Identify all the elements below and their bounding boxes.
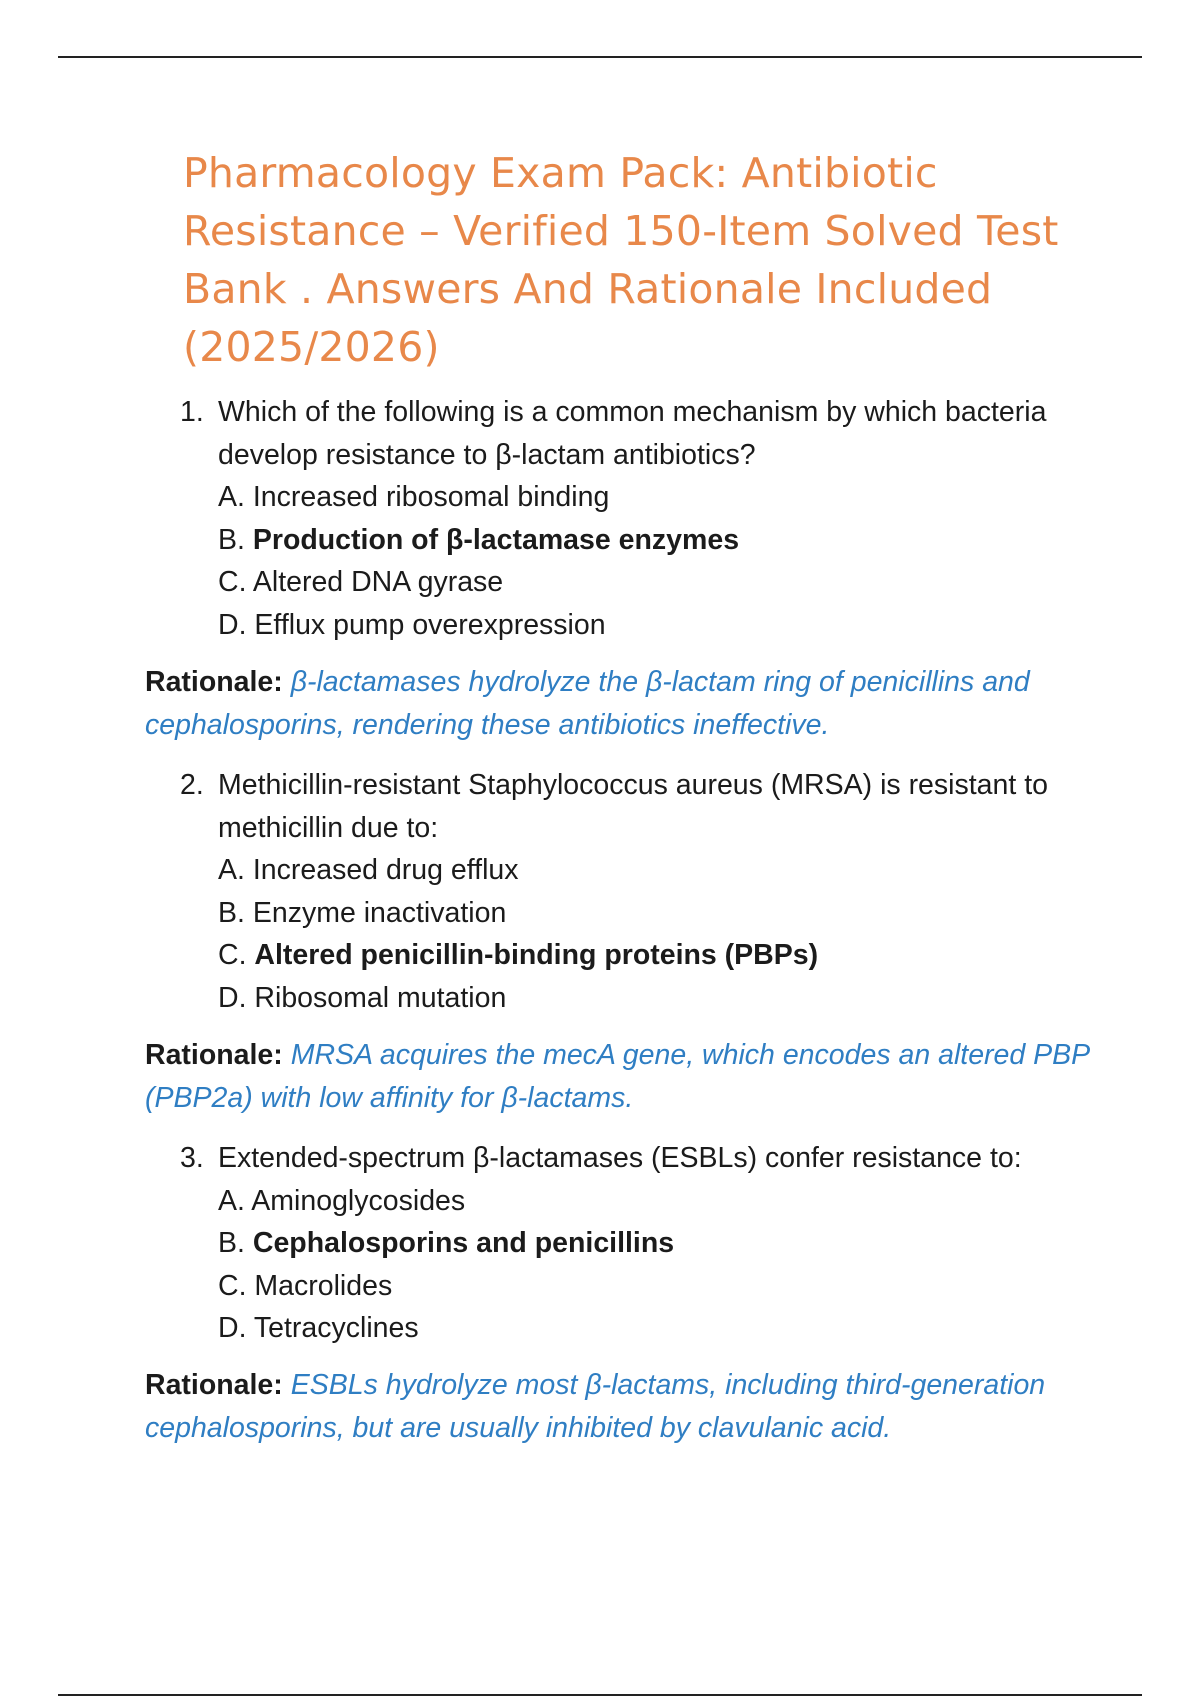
option-text: Increased drug efflux (252, 854, 519, 886)
option-a (218, 1180, 1100, 1223)
option-c (218, 561, 1100, 604)
option-text: Efflux pump overexpression (254, 608, 606, 641)
question-3 (180, 1137, 1100, 1350)
option-letter: A. (218, 1184, 245, 1217)
option-text: Aminoglycosides (251, 1184, 466, 1217)
rationale-text: MRSA acquires the mecA gene, which encodes an altered PBP (PBP2a) with low affinity for β-lactams. (145, 1039, 1090, 1114)
option-letter: A. (218, 854, 245, 886)
question-2 (180, 764, 1100, 1019)
question-text: Extended-spectrum β-lactamases (ESBLs) confer resistance to: (218, 1142, 1022, 1174)
rationale-label: Rationale: (145, 1369, 283, 1401)
option-a (218, 849, 1100, 892)
option-letter: C. (218, 566, 247, 598)
option-a (218, 476, 1100, 519)
answer-options (180, 476, 1100, 646)
question-text: Which of the following is a common mechanism by which bacteria develop resistance to β-lactam antibiotics? (218, 396, 1047, 471)
option-letter: D. (218, 608, 247, 641)
question-number: 3. (180, 1142, 204, 1174)
option-c-correct (218, 934, 1100, 977)
page-title: Pharmacology Exam Pack: Antibiotic Resistance – Verified 150-Item Solved Test Bank . Answers And Rationale Included (2025/2026) (183, 149, 1059, 371)
rationale-1 (145, 661, 1105, 746)
option-letter: B. (218, 1227, 245, 1259)
correct-answer-text: Production of β-lactamase enzymes (252, 523, 740, 556)
rationale-3 (145, 1364, 1105, 1449)
correct-answer-text: Cephalosporins and penicillins (252, 1227, 675, 1259)
question-number: 1. (180, 396, 204, 428)
correct-answer-text: Altered penicillin-binding proteins (PBPs) (254, 939, 819, 971)
option-b-correct (218, 519, 1100, 562)
option-b-correct (218, 1222, 1100, 1265)
question-number: 2. (180, 769, 204, 801)
option-c (218, 1265, 1100, 1308)
option-d (218, 977, 1100, 1020)
rationale-2 (145, 1034, 1105, 1119)
top-divider (58, 56, 1142, 58)
option-letter: B. (218, 523, 245, 556)
option-text: Enzyme inactivation (252, 896, 507, 929)
option-d (218, 604, 1100, 647)
option-text: Macrolides (254, 1269, 393, 1302)
option-b (218, 892, 1100, 935)
rationale-label: Rationale: (145, 666, 283, 698)
rationale-label: Rationale: (145, 1039, 283, 1071)
option-letter: D. (218, 1312, 247, 1344)
option-letter: C. (218, 1269, 247, 1302)
option-d (218, 1307, 1100, 1350)
rationale-text: ESBLs hydrolyze most β-lactams, including third-generation cephalosporins, but are usually inhibited by clavulanic acid. (145, 1369, 1046, 1444)
option-text: Tetracyclines (253, 1312, 419, 1344)
option-text: Increased ribosomal binding (252, 481, 610, 513)
answer-options (180, 849, 1100, 1019)
option-letter: A. (218, 481, 245, 513)
bottom-divider (58, 1694, 1142, 1696)
rationale-text: β-lactamases hydrolyze the β-lactam ring of penicillins and cephalosporins, rendering these antibiotics ineffective. (145, 666, 1030, 741)
option-letter: D. (218, 981, 247, 1014)
option-text: Altered DNA gyrase (252, 566, 504, 598)
option-letter: C. (218, 939, 247, 971)
question-1 (180, 391, 1100, 646)
option-text: Ribosomal mutation (254, 981, 507, 1014)
question-text: Methicillin-resistant Staphylococcus aureus (MRSA) is resistant to methicillin due to: (218, 769, 1048, 844)
option-letter: B. (218, 896, 245, 929)
answer-options (180, 1180, 1100, 1350)
